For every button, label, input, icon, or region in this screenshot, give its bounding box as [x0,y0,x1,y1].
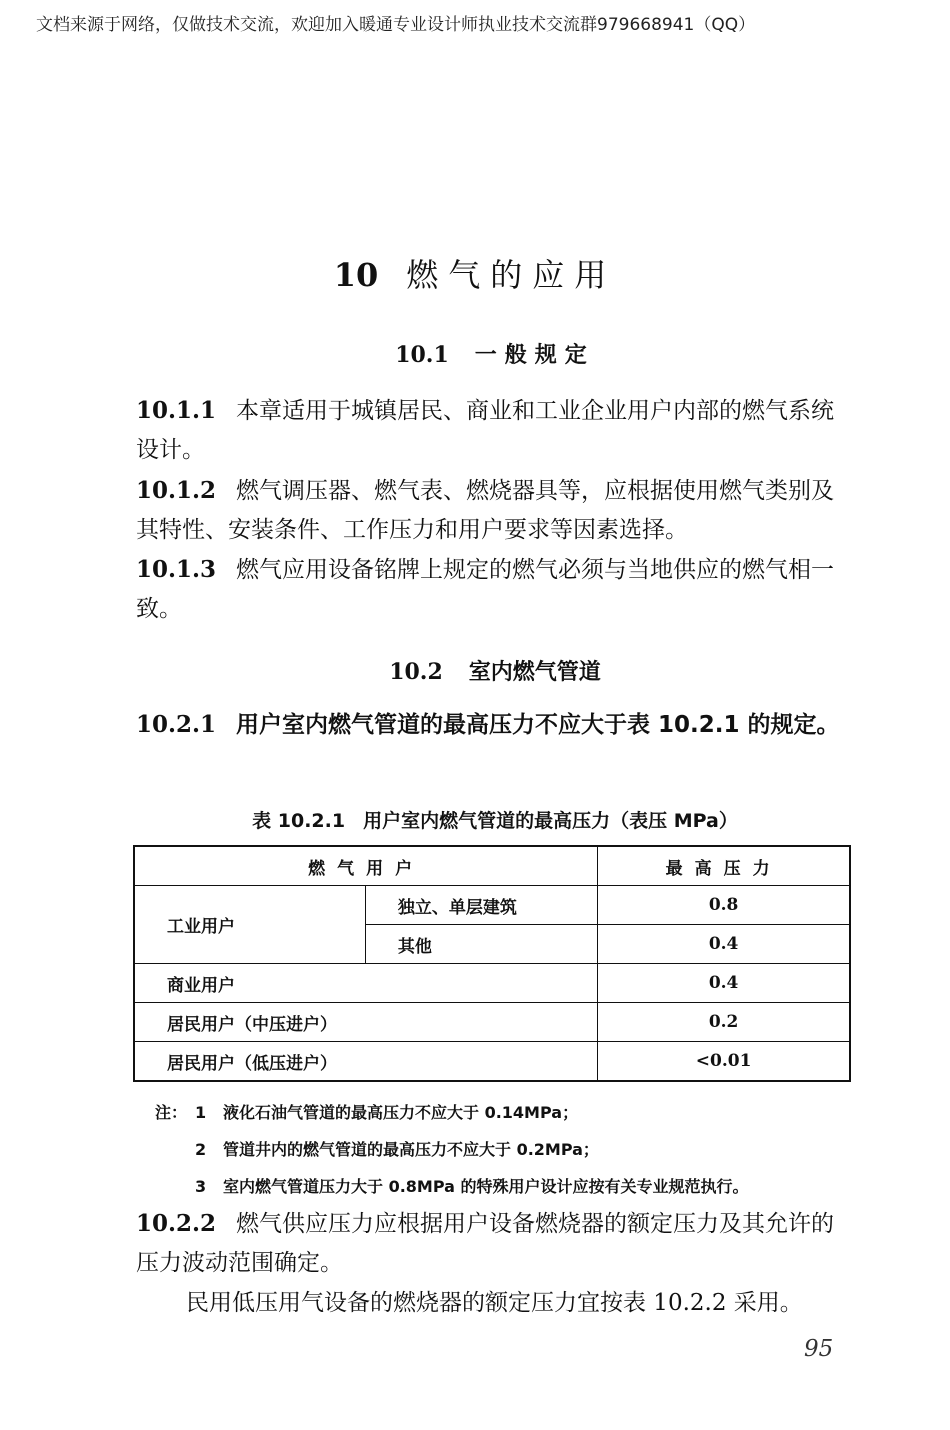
table-caption-number: 表 10.2.1 [252,810,346,832]
cell-industrial-user: 工业用户 [134,886,365,964]
note-number: 1 [195,1103,207,1122]
table-notes [155,1094,875,1205]
clause-text: 燃气调压器、燃气表、燃烧器具等，应根据使用燃气类别及其特性、安装条件、工作压力和用户要求等因素选择。 [136,478,835,543]
note-item [155,1168,875,1205]
cell-sub-category: 独立、单层建筑 [365,886,597,925]
cell-pressure: 0.4 [598,925,850,964]
clause-number: 10.2.1 [136,711,217,738]
note-text: 液化石油气管道的最高压力不应大于 0.14MPa； [223,1103,579,1122]
cell-pressure: 0.4 [598,964,850,1003]
clause-text: 燃气应用设备铭牌上规定的燃气必须与当地供应的燃气相一致。 [136,557,835,622]
section-title: 室内燃气管道 [468,660,601,685]
page-number: 95 [804,1336,834,1362]
clause-number: 10.1.2 [136,477,217,504]
table-caption-text: 用户室内燃气管道的最高压力（表压 MPa） [363,810,738,832]
watermark-text: 文档来源于网络，仅做技术交流，欢迎加入暖通专业设计师执业技术交流群979668941（QQ） [36,15,756,35]
note-number: 2 [195,1140,207,1159]
clause-text: 本章适用于城镇居民、商业和工业企业用户内部的燃气系统设计。 [136,398,835,463]
cell-pressure: 0.2 [598,1003,850,1042]
section-number: 10.1 [395,342,449,368]
clause-number: 10.1.1 [136,397,217,424]
cell-sub-category: 其他 [365,925,597,964]
table-header-row [134,846,850,886]
table-row [134,964,850,1003]
section-title: 一般规定 [474,343,595,368]
table-row [134,886,850,925]
note-number: 3 [195,1177,207,1196]
chapter-heading [0,250,950,296]
clause-10-1-1 [136,391,852,470]
section-heading-10-1 [0,338,950,369]
section-heading-10-2 [0,655,950,686]
header-gas-user: 燃气用户 [134,846,598,886]
chapter-number: 10 [333,256,379,294]
cell-user: 居民用户（中压进户） [134,1003,598,1042]
clause-text: 用户室内燃气管道的最高压力不应大于表 10.2.1 的规定。 [236,712,840,738]
clause-number: 10.1.3 [136,556,217,583]
pressure-table [133,845,851,1082]
note-item [155,1094,875,1131]
note-text: 管道井内的燃气管道的最高压力不应大于 0.2MPa； [223,1140,599,1159]
table-row [134,1003,850,1042]
clause-number: 10.2.2 [136,1210,217,1237]
section-number: 10.2 [389,659,443,685]
clause-10-1-2 [136,471,852,550]
clause-10-2-1 [136,705,852,745]
cell-user: 商业用户 [134,964,598,1003]
clause-text: 燃气供应压力应根据用户设备燃烧器的额定压力及其允许的压力波动范围确定。 [136,1211,835,1276]
clause-10-1-3 [136,550,852,629]
cell-pressure: <0.01 [598,1042,850,1082]
cell-user: 居民用户（低压进户） [134,1042,598,1082]
table-row [134,1042,850,1082]
notes-label: 注： [155,1103,188,1122]
note-item [155,1131,875,1168]
table-caption [0,806,950,833]
cell-pressure: 0.8 [598,886,850,925]
chapter-title: 燃气的应用 [406,256,617,294]
header-max-pressure: 最高压力 [598,846,850,886]
body-paragraph: 民用低压用气设备的燃烧器的额定压力宜按表 10.2.2 采用。 [186,1290,803,1316]
clause-10-2-2 [136,1204,852,1283]
note-text: 室内燃气管道压力大于 0.8MPa 的特殊用户设计应按有关专业规范执行。 [223,1177,749,1196]
